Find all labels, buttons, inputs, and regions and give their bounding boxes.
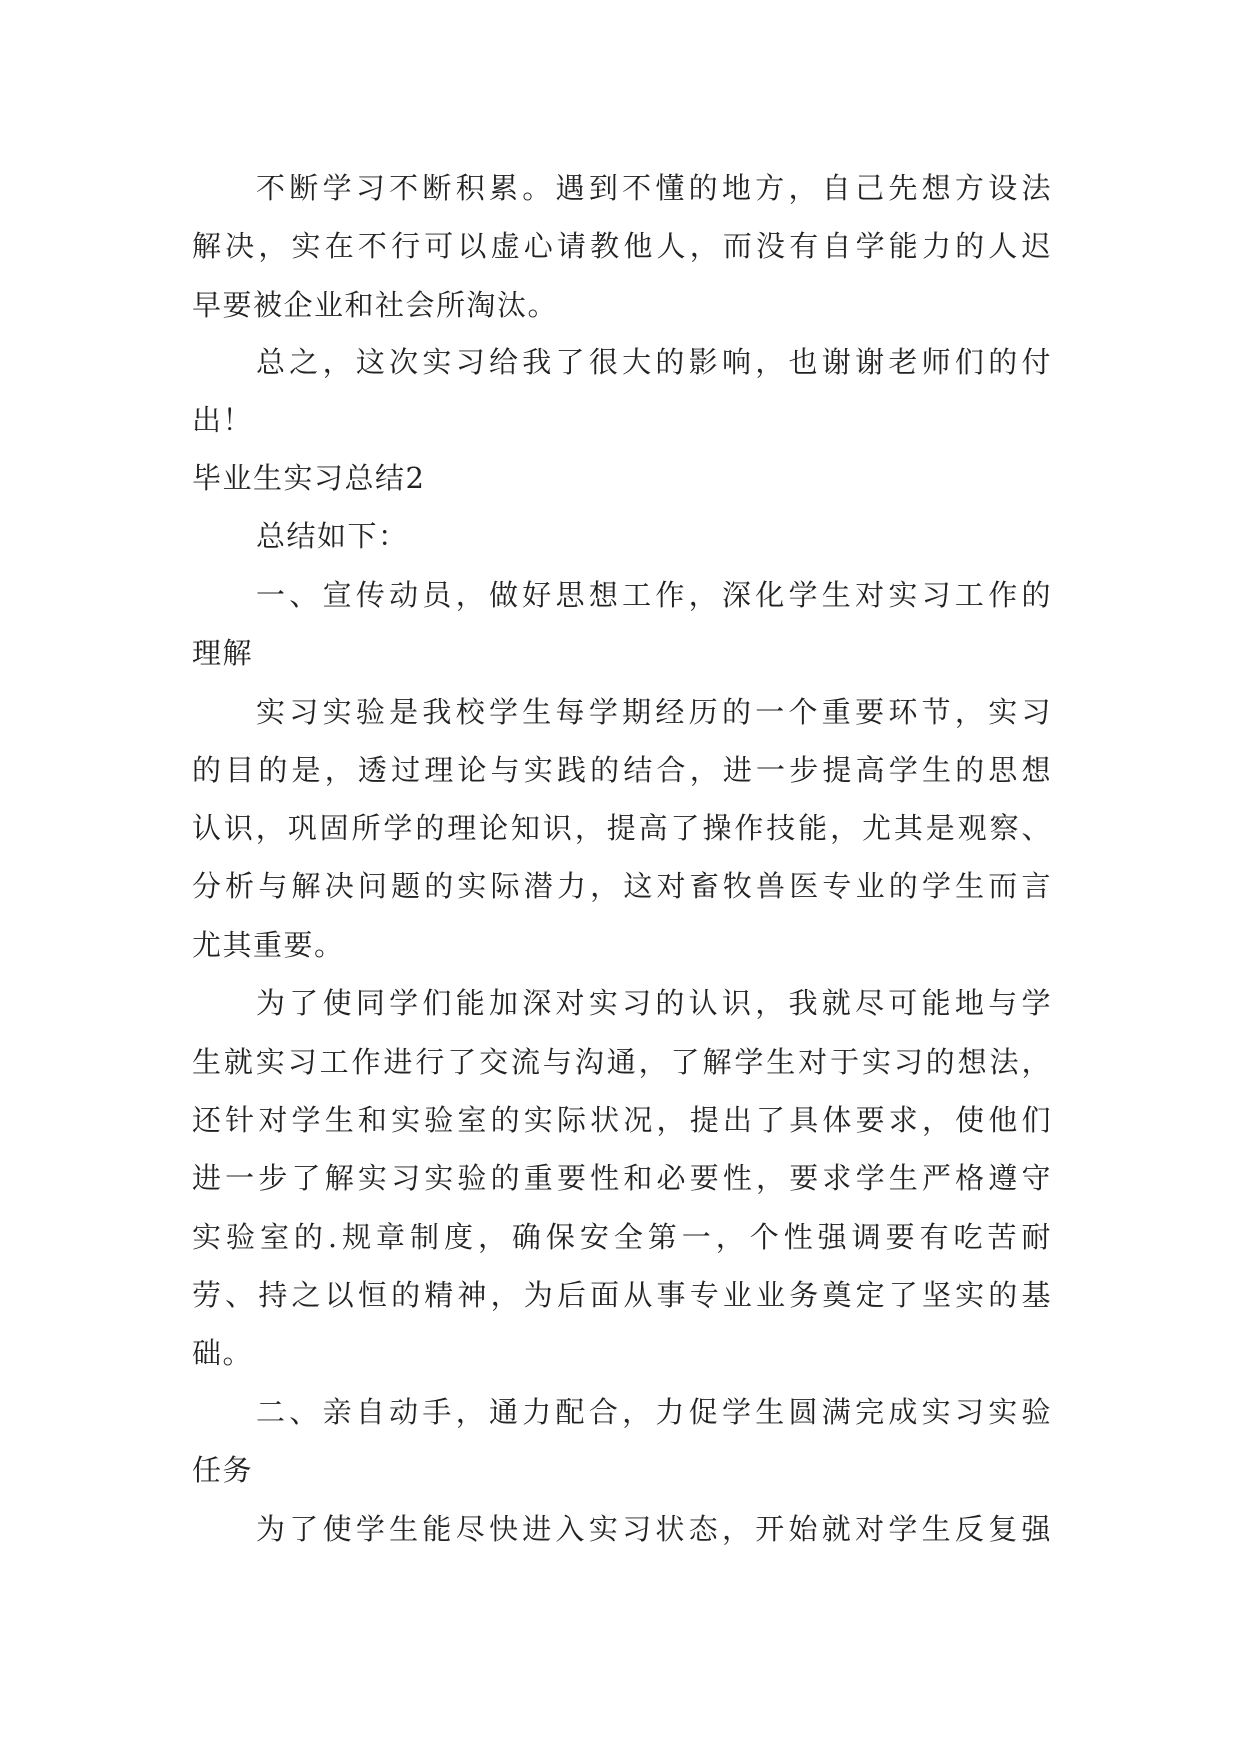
paragraph-line: 早要被企业和社会所淘汰。 [192,288,559,322]
list-heading-line: 理解 [192,636,254,670]
paragraph-line: 劳、持之以恒的精神，为后面从事专业业务奠定了坚实的基 [192,1278,1052,1312]
list-heading-line: 一、宣传动员，做好思想工作，深化学生对实习工作的 [256,578,1052,612]
paragraph-line: 分析与解决问题的实际潜力，这对畜牧兽医专业的学生而言 [192,869,1052,903]
paragraph-line: 为了使学生能尽快进入实习状态，开始就对学生反复强 [256,1512,1052,1546]
paragraph-line: 进一步了解实习实验的重要性和必要性，要求学生严格遵守 [192,1161,1052,1195]
paragraph-line: 实验室的.规章制度，确保安全第一，个性强调要有吃苦耐 [192,1220,1052,1254]
paragraph-line: 解决，实在不行可以虚心请教他人，而没有自学能力的人迟 [192,229,1052,263]
paragraph-line: 总结如下： [256,519,409,553]
paragraph-line: 为了使同学们能加深对实习的认识，我就尽可能地与学 [256,986,1052,1020]
list-heading-line: 二、亲自动手，通力配合，力促学生圆满完成实习实验 [256,1395,1052,1429]
paragraph-line: 尤其重要。 [192,928,345,962]
list-heading-line: 任务 [192,1453,254,1487]
paragraph-line: 实习实验是我校学生每学期经历的一个重要环节，实习 [256,695,1052,729]
paragraph-line: 的目的是，透过理论与实践的结合，进一步提高学生的思想 [192,753,1052,787]
paragraph-line: 出！ [192,403,254,437]
paragraph-line: 础。 [192,1336,254,1370]
paragraph-line: 生就实习工作进行了交流与沟通，了解学生对于实习的想法， [192,1045,1052,1079]
paragraph-line: 还针对学生和实验室的实际状况，提出了具体要求，使他们 [192,1103,1052,1137]
section-heading: 毕业生实习总结2 [192,461,426,495]
paragraph-line: 不断学习不断积累。遇到不懂的地方，自己先想方设法 [256,171,1052,205]
paragraph-line: 认识，巩固所学的理论知识，提高了操作技能，尤其是观察、 [192,811,1052,845]
paragraph-line: 总之，这次实习给我了很大的影响，也谢谢老师们的付 [256,345,1052,379]
